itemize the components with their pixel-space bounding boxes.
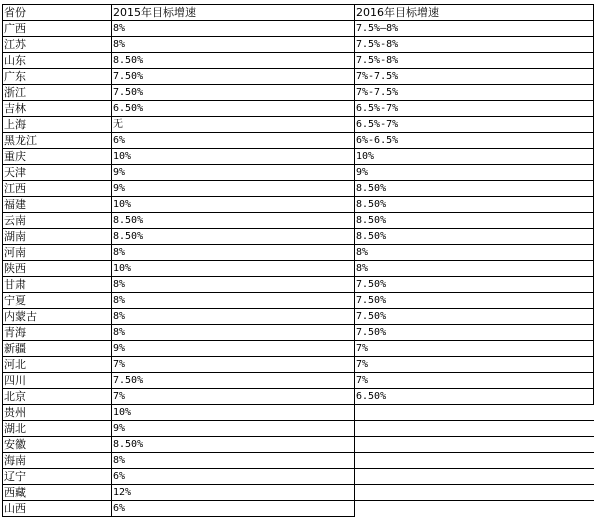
target-2016-cell: 7% xyxy=(355,357,594,373)
target-2016-cell: 6.5%-7% xyxy=(355,117,594,133)
header-2015-target: 2015年目标增速 xyxy=(112,5,355,21)
province-cell: 河北 xyxy=(3,357,112,373)
target-2016-cell: 8.50% xyxy=(355,197,594,213)
province-cell: 河南 xyxy=(3,245,112,261)
target-2016-cell: 7%-7.5% xyxy=(355,85,594,101)
header-province: 省份 xyxy=(3,5,112,21)
target-2015-cell: 无 xyxy=(112,117,355,133)
table-row xyxy=(3,197,594,213)
table-row xyxy=(3,21,594,37)
table-row xyxy=(3,181,594,197)
province-cell: 黑龙江 xyxy=(3,133,112,149)
target-2015-cell: 8% xyxy=(112,37,355,53)
target-2015-cell: 8% xyxy=(112,245,355,261)
growth-target-table xyxy=(2,4,594,517)
table-row xyxy=(3,325,594,341)
target-2015-cell: 9% xyxy=(112,341,355,357)
table-row xyxy=(3,37,594,53)
province-cell: 吉林 xyxy=(3,101,112,117)
target-2016-cell: 6.50% xyxy=(355,389,594,405)
table-row xyxy=(3,437,594,453)
target-2015-cell: 8% xyxy=(112,453,355,469)
target-2015-cell: 9% xyxy=(112,181,355,197)
target-2016-cell: 8.50% xyxy=(355,181,594,197)
province-cell: 福建 xyxy=(3,197,112,213)
province-cell: 广西 xyxy=(3,21,112,37)
table-row xyxy=(3,261,594,277)
province-cell: 贵州 xyxy=(3,405,112,421)
target-2015-cell: 6% xyxy=(112,501,355,517)
target-2015-cell: 7% xyxy=(112,357,355,373)
table-row xyxy=(3,277,594,293)
target-2015-cell: 8% xyxy=(112,21,355,37)
province-cell: 湖南 xyxy=(3,229,112,245)
target-2016-cell xyxy=(355,453,594,469)
target-2016-cell: 9% xyxy=(355,165,594,181)
province-cell: 西藏 xyxy=(3,485,112,501)
target-2015-cell: 6% xyxy=(112,469,355,485)
target-2015-cell: 8% xyxy=(112,293,355,309)
target-2015-cell: 10% xyxy=(112,405,355,421)
target-2016-cell xyxy=(355,437,594,453)
target-2015-cell: 8% xyxy=(112,309,355,325)
table-row xyxy=(3,469,594,485)
target-2016-cell: 7%-7.5% xyxy=(355,69,594,85)
province-cell: 江苏 xyxy=(3,37,112,53)
province-cell: 山东 xyxy=(3,53,112,69)
target-2015-cell: 7% xyxy=(112,389,355,405)
table-row xyxy=(3,421,594,437)
target-2016-cell xyxy=(355,469,594,485)
table-row xyxy=(3,405,594,421)
table-body xyxy=(3,21,594,517)
target-2015-cell: 7.50% xyxy=(112,85,355,101)
province-cell: 江西 xyxy=(3,181,112,197)
table-row xyxy=(3,341,594,357)
target-2016-cell: 10% xyxy=(355,149,594,165)
province-cell: 山西 xyxy=(3,501,112,517)
target-2016-cell: 7% xyxy=(355,373,594,389)
target-2015-cell: 8.50% xyxy=(112,53,355,69)
province-cell: 重庆 xyxy=(3,149,112,165)
table-row xyxy=(3,485,594,501)
target-2015-cell: 10% xyxy=(112,261,355,277)
table-row xyxy=(3,133,594,149)
province-cell: 云南 xyxy=(3,213,112,229)
table-row xyxy=(3,373,594,389)
province-cell: 海南 xyxy=(3,453,112,469)
target-2015-cell: 10% xyxy=(112,197,355,213)
header-row xyxy=(3,5,594,21)
target-2016-cell: 8% xyxy=(355,245,594,261)
target-2016-cell: 7.50% xyxy=(355,293,594,309)
target-2015-cell: 9% xyxy=(112,421,355,437)
table-row xyxy=(3,357,594,373)
target-2016-cell: 7.5%—8% xyxy=(355,21,594,37)
target-2016-cell: 6%-6.5% xyxy=(355,133,594,149)
province-cell: 宁夏 xyxy=(3,293,112,309)
table-row xyxy=(3,213,594,229)
province-cell: 内蒙古 xyxy=(3,309,112,325)
target-2016-cell: 7% xyxy=(355,341,594,357)
province-cell: 上海 xyxy=(3,117,112,133)
target-2015-cell: 8% xyxy=(112,325,355,341)
target-2015-cell: 10% xyxy=(112,149,355,165)
table-row xyxy=(3,53,594,69)
province-cell: 甘肃 xyxy=(3,277,112,293)
target-2016-cell: 8.50% xyxy=(355,229,594,245)
province-cell: 青海 xyxy=(3,325,112,341)
target-2015-cell: 8.50% xyxy=(112,229,355,245)
table-row xyxy=(3,101,594,117)
province-cell: 天津 xyxy=(3,165,112,181)
target-2015-cell: 12% xyxy=(112,485,355,501)
table-row xyxy=(3,245,594,261)
province-cell: 广东 xyxy=(3,69,112,85)
spreadsheet xyxy=(2,4,594,517)
target-2016-cell xyxy=(355,421,594,437)
target-2016-cell xyxy=(355,485,594,501)
target-2015-cell: 6% xyxy=(112,133,355,149)
province-cell: 辽宁 xyxy=(3,469,112,485)
target-2016-cell: 7.50% xyxy=(355,325,594,341)
table-row xyxy=(3,389,594,405)
province-cell: 四川 xyxy=(3,373,112,389)
target-2016-cell: 8.50% xyxy=(355,213,594,229)
table-row xyxy=(3,165,594,181)
province-cell: 浙江 xyxy=(3,85,112,101)
table-row xyxy=(3,149,594,165)
target-2016-cell: 7.5%-8% xyxy=(355,37,594,53)
province-cell: 新疆 xyxy=(3,341,112,357)
target-2015-cell: 8.50% xyxy=(112,213,355,229)
province-cell: 湖北 xyxy=(3,421,112,437)
target-2015-cell: 8.50% xyxy=(112,437,355,453)
target-2016-cell xyxy=(355,405,594,421)
province-cell: 陕西 xyxy=(3,261,112,277)
target-2016-cell: 7.50% xyxy=(355,309,594,325)
header-2016-target: 2016年目标增速 xyxy=(355,5,594,21)
table-row xyxy=(3,85,594,101)
target-2016-cell: 6.5%-7% xyxy=(355,101,594,117)
table-row xyxy=(3,293,594,309)
province-cell: 安徽 xyxy=(3,437,112,453)
target-2015-cell: 7.50% xyxy=(112,373,355,389)
table-row xyxy=(3,229,594,245)
table-row xyxy=(3,453,594,469)
target-2016-cell: 7.50% xyxy=(355,277,594,293)
table-row xyxy=(3,309,594,325)
target-2015-cell: 9% xyxy=(112,165,355,181)
target-2015-cell: 8% xyxy=(112,277,355,293)
target-2015-cell: 6.50% xyxy=(112,101,355,117)
table-row xyxy=(3,501,594,517)
target-2016-cell: 7.5%-8% xyxy=(355,53,594,69)
province-cell: 北京 xyxy=(3,389,112,405)
table-row xyxy=(3,117,594,133)
table-row xyxy=(3,69,594,85)
target-2016-cell xyxy=(355,501,594,517)
target-2015-cell: 7.50% xyxy=(112,69,355,85)
target-2016-cell: 8% xyxy=(355,261,594,277)
